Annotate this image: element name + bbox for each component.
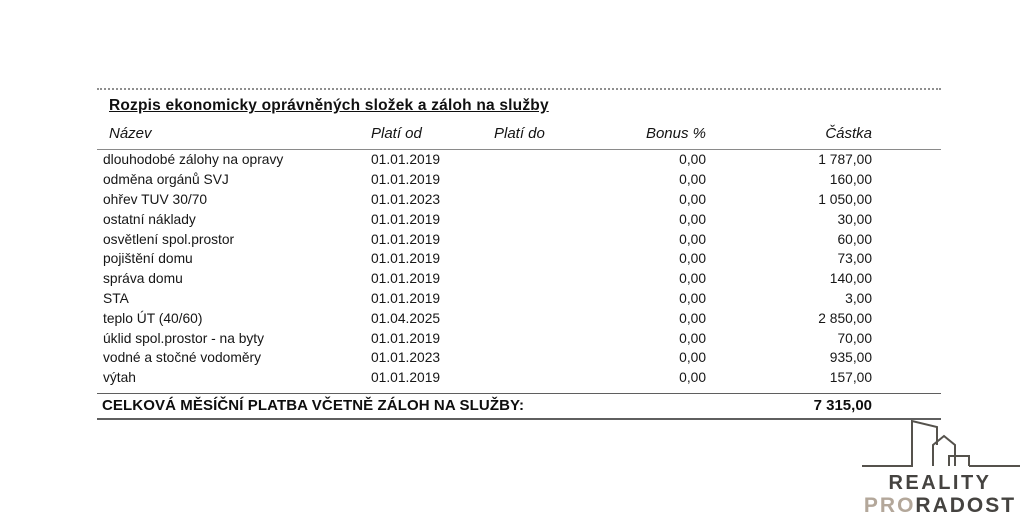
logo-text-reality: REALITY bbox=[888, 472, 992, 494]
cell-nazev: dlouhodobé zálohy na opravy bbox=[103, 152, 284, 168]
cell-plati_do bbox=[494, 289, 606, 309]
cell-plati_do bbox=[494, 348, 606, 368]
cell-nazev: osvětlení spol.prostor bbox=[103, 231, 235, 247]
logo-text-radost: RADOST bbox=[915, 494, 1017, 517]
cell-plati_do bbox=[494, 249, 606, 269]
table-row bbox=[97, 229, 941, 249]
cell-castka: 935,00 bbox=[829, 350, 872, 366]
cell-castka: 1 050,00 bbox=[818, 191, 872, 207]
cell-plati_od: 01.04.2025 bbox=[371, 310, 441, 326]
cell-nazev: odměna orgánů SVJ bbox=[103, 172, 229, 188]
table-header-row bbox=[97, 123, 941, 150]
cell-bonus: 0,00 bbox=[679, 370, 706, 386]
total-row bbox=[97, 393, 941, 420]
cell-bonus: 0,00 bbox=[679, 310, 706, 326]
cell-nazev: úklid spol.prostor - na byty bbox=[103, 330, 265, 346]
services-table bbox=[97, 123, 941, 388]
reality-proradost-logo bbox=[856, 416, 1024, 516]
logo-text-proradost bbox=[856, 495, 1024, 516]
cell-castka: 1 787,00 bbox=[818, 152, 872, 168]
cell-plati_od: 01.01.2019 bbox=[371, 231, 441, 247]
cell-bonus: 0,00 bbox=[679, 152, 706, 168]
cell-plati_od: 01.01.2019 bbox=[371, 370, 441, 386]
cell-plati_od: 01.01.2019 bbox=[371, 152, 441, 168]
table-row bbox=[97, 170, 941, 190]
cell-plati_do bbox=[494, 308, 606, 328]
cell-plati_do bbox=[494, 368, 606, 388]
cell-castka: 3,00 bbox=[845, 290, 872, 306]
cell-plati_do bbox=[494, 170, 606, 190]
table-row bbox=[97, 190, 941, 210]
table-row bbox=[97, 269, 941, 289]
service-breakdown-document bbox=[97, 88, 941, 420]
cell-bonus: 0,00 bbox=[679, 172, 706, 188]
total-label: CELKOVÁ MĚSÍČNÍ PLATBA VČETNĚ ZÁLOH NA SLUŽBY: bbox=[102, 396, 525, 414]
column-header-plati-do: Platí do bbox=[494, 123, 606, 150]
cell-bonus: 0,00 bbox=[679, 350, 706, 366]
cell-nazev: teplo ÚT (40/60) bbox=[103, 310, 203, 326]
cell-plati_od: 01.01.2019 bbox=[371, 172, 441, 188]
cell-plati_do bbox=[494, 150, 606, 170]
cell-bonus: 0,00 bbox=[679, 290, 706, 306]
cell-castka: 160,00 bbox=[829, 172, 872, 188]
cell-nazev: ostatní náklady bbox=[103, 211, 196, 227]
column-header-castka: Částka bbox=[706, 123, 941, 150]
cell-plati_od: 01.01.2019 bbox=[371, 271, 441, 287]
cell-nazev: vodné a stočné vodoměry bbox=[103, 350, 261, 366]
cell-bonus: 0,00 bbox=[679, 251, 706, 267]
cell-castka: 157,00 bbox=[829, 370, 872, 386]
cell-nazev: výtah bbox=[103, 370, 136, 386]
cell-plati_do bbox=[494, 269, 606, 289]
cell-castka: 73,00 bbox=[837, 251, 872, 267]
cell-bonus: 0,00 bbox=[679, 191, 706, 207]
document-title: Rozpis ekonomicky oprávněných složek a záloh na služby bbox=[109, 97, 549, 114]
cell-plati_do bbox=[494, 229, 606, 249]
cell-plati_od: 01.01.2023 bbox=[371, 191, 441, 207]
cell-plati_od: 01.01.2019 bbox=[371, 251, 441, 267]
cell-plati_od: 01.01.2023 bbox=[371, 350, 441, 366]
cell-castka: 60,00 bbox=[837, 231, 872, 247]
table-row bbox=[97, 348, 941, 368]
cell-plati_do bbox=[494, 328, 606, 348]
table-row bbox=[97, 368, 941, 388]
column-header-plati-od: Platí od bbox=[371, 123, 494, 150]
cell-plati_do bbox=[494, 190, 606, 210]
top-dotted-divider bbox=[97, 88, 941, 90]
table-row bbox=[97, 289, 941, 309]
table-row bbox=[97, 308, 941, 328]
table-row bbox=[97, 328, 941, 348]
cell-nazev: pojištění domu bbox=[103, 251, 193, 267]
cell-castka: 70,00 bbox=[837, 330, 872, 346]
logo-text-pro: PRO bbox=[863, 494, 916, 517]
cell-castka: 30,00 bbox=[837, 211, 872, 227]
cell-castka: 140,00 bbox=[829, 271, 872, 287]
cell-plati_od: 01.01.2019 bbox=[371, 290, 441, 306]
cell-bonus: 0,00 bbox=[679, 330, 706, 346]
cell-bonus: 0,00 bbox=[679, 271, 706, 287]
cell-nazev: ohřev TUV 30/70 bbox=[103, 191, 208, 207]
total-value: 7 315,00 bbox=[813, 396, 872, 414]
column-header-bonus: Bonus % bbox=[606, 123, 706, 150]
table-row bbox=[97, 209, 941, 229]
cell-bonus: 0,00 bbox=[679, 231, 706, 247]
cell-nazev: správa domu bbox=[103, 271, 183, 287]
skyline-buildings-icon bbox=[856, 416, 1024, 468]
cell-plati_od: 01.01.2019 bbox=[371, 211, 441, 227]
table-row bbox=[97, 150, 941, 170]
table-row bbox=[97, 249, 941, 269]
cell-plati_od: 01.01.2019 bbox=[371, 330, 441, 346]
cell-nazev: STA bbox=[103, 290, 129, 306]
cell-plati_do bbox=[494, 209, 606, 229]
cell-bonus: 0,00 bbox=[679, 211, 706, 227]
cell-castka: 2 850,00 bbox=[818, 310, 872, 326]
column-header-nazev: Název bbox=[97, 123, 371, 150]
